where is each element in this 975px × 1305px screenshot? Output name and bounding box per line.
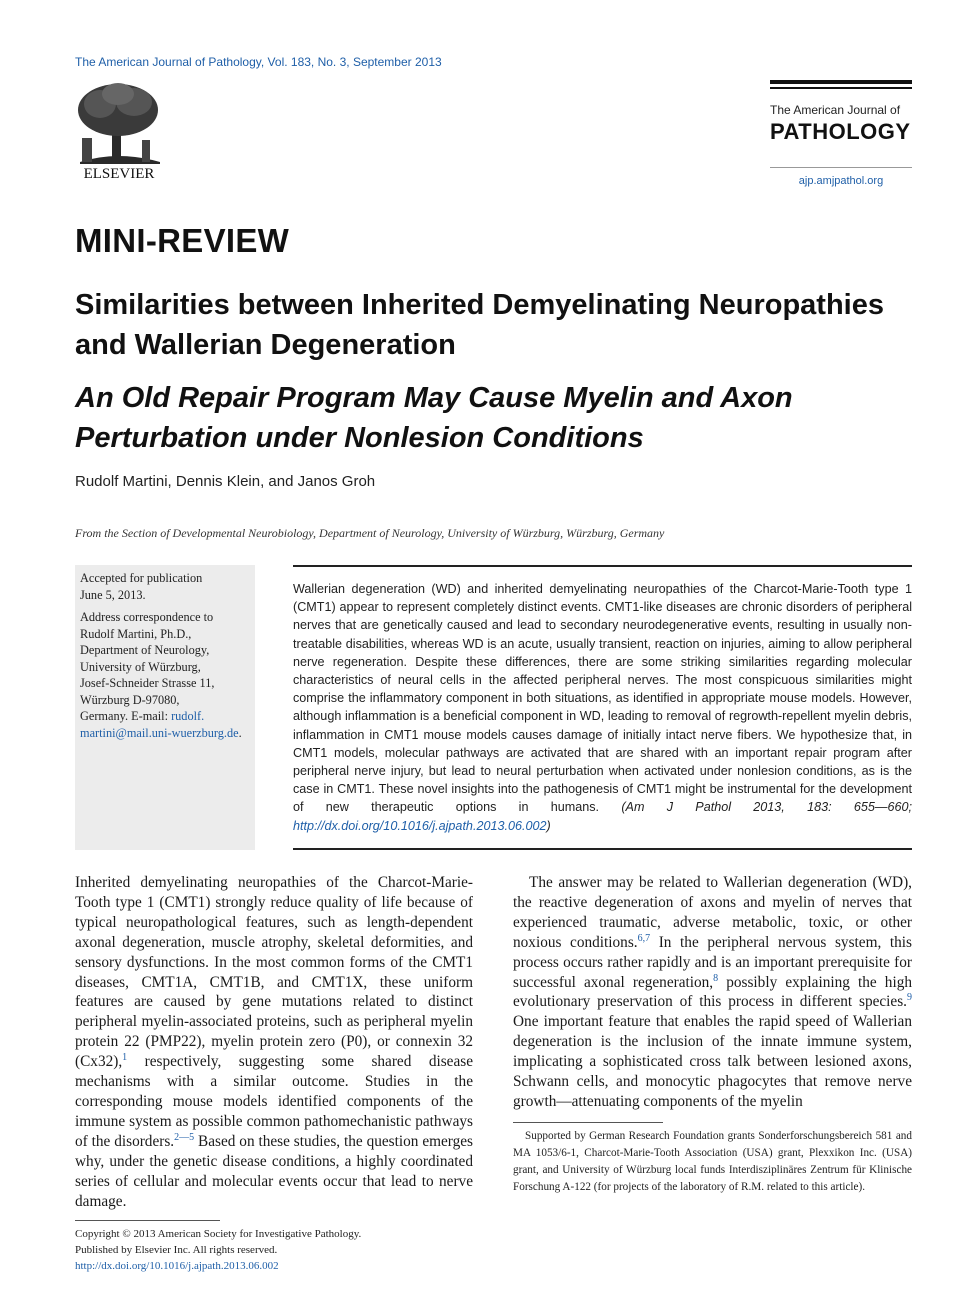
correspondence-address [80,609,250,741]
author-list: Rudolf Martini, Dennis Klein, and Janos Groh [75,473,376,490]
elsevier-wordmark: ELSEVIER [83,166,155,182]
copyright-doi-link[interactable]: http://dx.doi.org/10.1016/j.ajpath.2013.06.002 [75,1260,279,1272]
body-text: Based on these studies, the question emerges why, under the genetic disease conditions, a highly coordinated series of cellular and molecular events occur that lead to nerve damage. [75,1132,474,1210]
body-text: possibly explaining the high evolutionary preservation of this process in different species. [513,973,912,1011]
section-label: MINI-REVIEW [75,222,290,259]
body-text: The answer may be related to Wallerian degeneration (WD), the reactive degeneration of axons and myelin of nerves that experienced traumatic, adverse metabolic, toxic, or other noxious conditions. [513,874,912,951]
body-column-left [75,873,473,1211]
accepted-date: June 5, 2013. [80,587,146,602]
email-link[interactable]: rudolf. [171,709,205,723]
reference-link[interactable]: 8 [713,972,719,984]
email-link-cont[interactable]: martini@mail.uni-wuerzburg.de [80,725,239,740]
email-line [80,708,250,725]
journal-citation[interactable]: The American Journal of Pathology, Vol. 183, No. 3, September 2013 [75,55,442,69]
body-text: respectively, suggesting some shared disease mechanisms with a similar outcome. Studies in the corresponding mouse models identified components of the immune system as possible common pathomechanistic pathways of the disorders. [75,1053,473,1150]
abstract-top-rule [293,565,912,567]
journal-brand-name: PATHOLOGY [770,119,911,144]
address-line: Department of Neurology, [80,643,210,657]
body-text: Inherited demyelinating neuropathies of the Charcot-Marie-Tooth type 1 (CMT1) strongly reduce quality of life because of typical neuropathological features, such as length-dependent axonal degeneration, muscle atrophy, skeletal deformities, and sensory dysfunctions. In the most common forms of the CMT1 diseases, CMT1A, CMT1B, and CMT1X, these uniform features are caused by gene mutations related to distinct peripheral myelin-associated proteins, such as peripheral myelin protein 22 (PMP22), myelin protein zero (P0), or connexin 32 (Cx32), [75,874,473,1071]
reference-link[interactable]: 2—5 [174,1131,195,1143]
abstract [293,580,912,835]
abstract-text: Wallerian degeneration (WD) and inherited demyelinating neuropathies of the Charcot-Marie-Tooth type 1 (CMT1) appear to represent completely distinct events. CMT1-like diseases are chronic disorders of peripheral nerves that are genetically caused and lead to secondary neurodegenerative events, resulting in usually non-treatable disabilities, whereas WD is an acute, usually transient, reaction on injuries, aiming to allow peripheral nerve regeneration. Despite these differences, there are some striking similarities regarding molecular characteristics of neural cells in the affected peripheral nerves. The most conspicuous similarities might comprise the inflammatory component in both situations, as identified in appropriate mouse models. However, although inflammation is a beneficial component in WD, leading to removal of regrowth-repellent myelin debris, inflammation in CMT1 mouse models causes damage of initially intact nerve fibers. We hypothesize that, in CMT1 models, molecular pathways are activated that are shared with an important repair program after peripheral nerve injury, but lead to neural perturbation when activated under nonlesion conditions, as is the case in CMT1. These novel insights into the pathogenesis of CMT1 might be instrumental for the development of new therapeutic options in humans. [293,582,912,815]
address-line: University of Würzburg, [80,659,201,674]
reference-link[interactable]: 9 [907,992,912,1004]
email-suffix: . [238,725,242,740]
citation-suffix: ) [546,818,551,833]
journal-brand [770,80,912,187]
elsevier-tree-icon [72,80,167,182]
abstract-bottom-rule [293,848,912,850]
address-line: Würzburg D-97080, [80,692,180,707]
article-info-box [75,565,255,850]
journal-url-link[interactable]: ajp.amjpathol.org [798,175,884,187]
elsevier-logo [72,80,167,182]
body-column-right [513,873,912,1112]
email-line-2 [80,725,250,742]
article-subtitle: An Old Repair Program May Cause Myelin and Axon Perturbation under Nonlesion Conditions [75,382,793,454]
copyright-rule [75,1220,220,1221]
copyright-block [75,1226,475,1274]
brand-bar-thick [770,80,912,84]
accepted-info [80,570,250,603]
address-line: Address correspondence to [80,610,214,624]
copyright-line: Copyright © 2013 American Society for Investigative Pathology. [75,1228,362,1240]
accepted-label: Accepted for publication [80,571,203,585]
brand-bar-thin [770,87,912,89]
publisher-line: Published by Elsevier Inc. All rights reserved. [75,1244,278,1256]
body-text: In the peripheral nervous system, this process occurs rather rapidly and is an important prerequisite for successful axonal regeneration, [513,933,912,991]
reference-link[interactable]: 1 [122,1052,128,1064]
journal-brand-small: The American Journal of [770,103,901,117]
brand-divider [770,167,912,168]
address-line: Josef-Schneider Strasse 11, [80,676,215,690]
funding-footnote: Supported by German Research Foundation grants Sonderforschungsbereich 581 and MA 1053/6-1, Charcot-Marie-Tooth Association (USA) grant, Plexxikon Inc. (USA) grant, and University of Würzburg local funds Interdisziplinäres Zentrum für Klinische Forschung A-122 (for projects of the laboratory of R.M. related to this article). [513,1130,912,1193]
body-text: One important feature that enables the rapid speed of Wallerian degeneration is the inclusion of the innate immune system, implicating a sophisticated cross talk between lesioned axons, Schwann cells, and monocytic phagocytes that remove nerve growth—attenuating components of the myelin [513,1013,912,1110]
citation-prefix: (Am J Pathol 2013, 183: 655—660; [621,800,912,815]
article-title: Similarities between Inherited Demyelinating Neuropathies and Wallerian Degeneration [75,289,884,361]
abstract-doi-link[interactable]: http://dx.doi.org/10.1016/j.ajpath.2013.06.002 [293,818,547,833]
footnote-rule [513,1122,663,1123]
address-line: Rudolf Martini, Ph.D., [80,626,192,641]
reference-link[interactable]: 6,7 [637,932,651,944]
email-prefix: Germany. E-mail: [80,709,172,723]
affiliation: From the Section of Developmental Neurobiology, Department of Neurology, University of Würzburg, Würzburg, Germany [75,526,665,540]
